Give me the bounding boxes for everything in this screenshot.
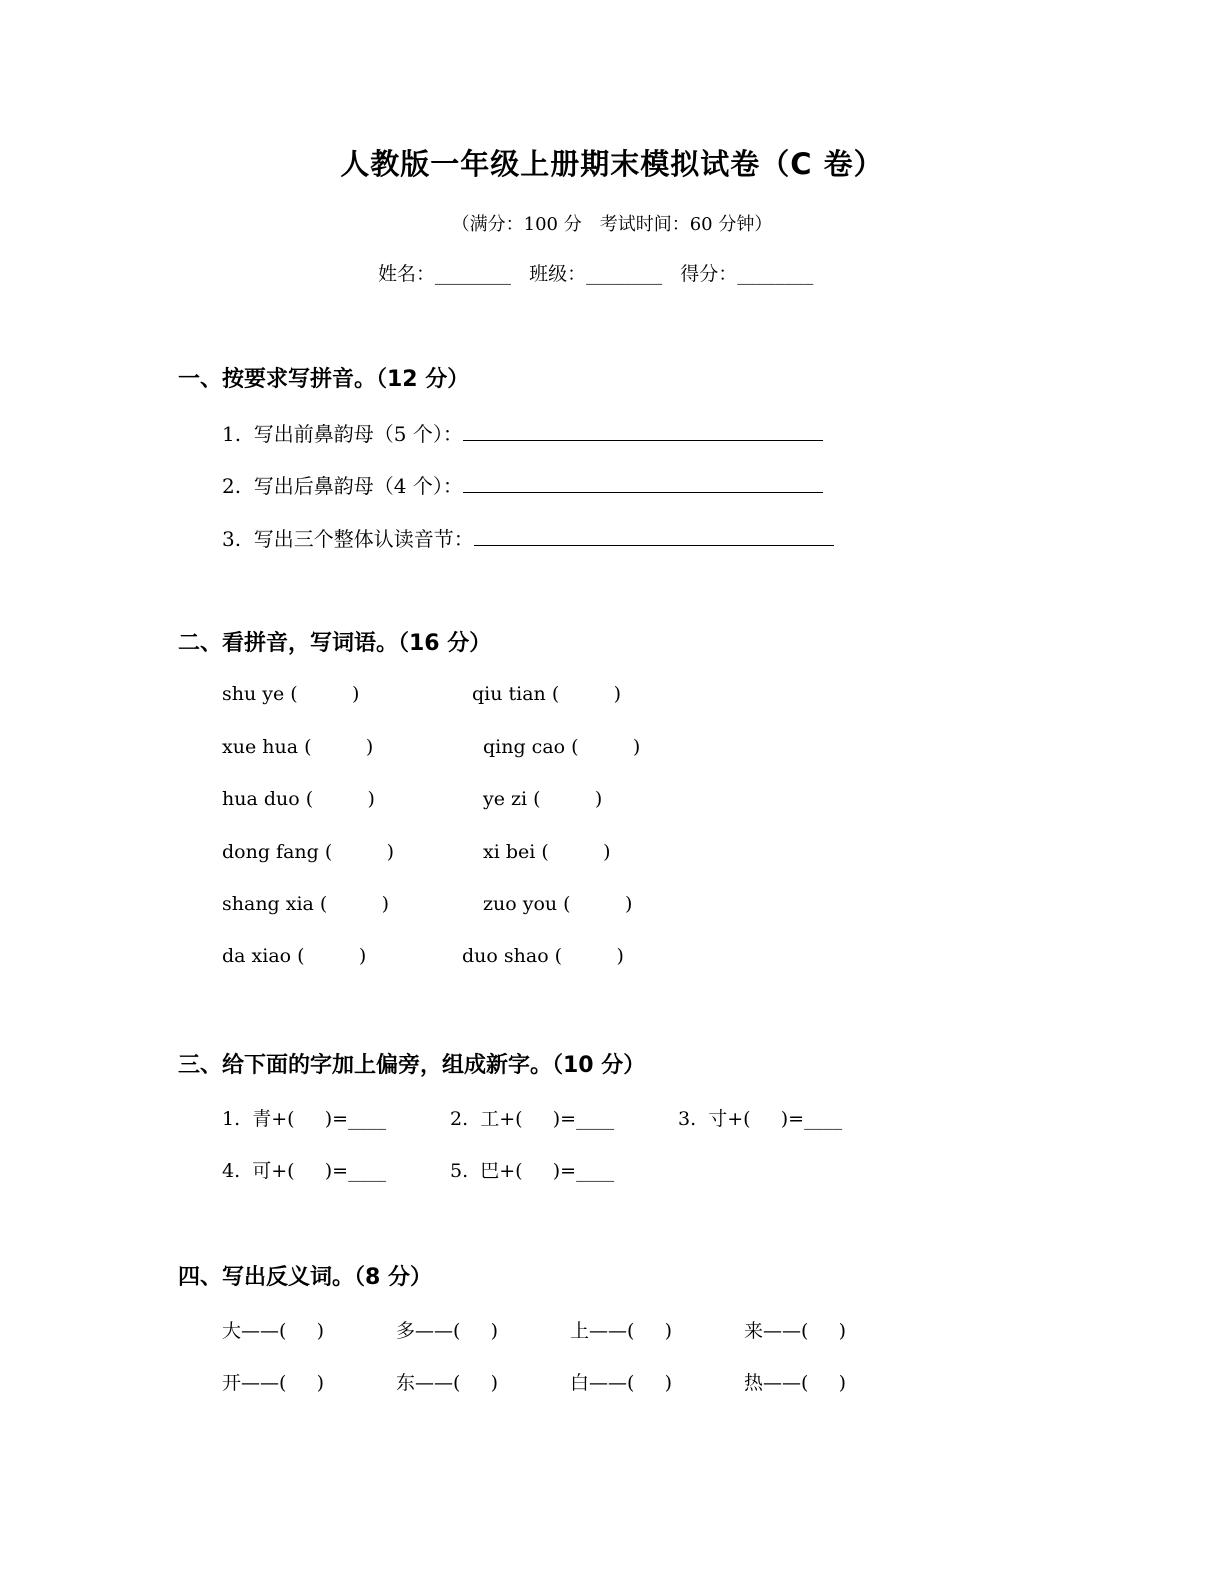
s1-question-2 bbox=[222, 470, 823, 499]
radical-item[interactable]: 4. 可+( )=____ bbox=[222, 1160, 387, 1182]
class-field[interactable]: 班级：________ bbox=[529, 263, 663, 285]
answer-blank[interactable] bbox=[463, 472, 823, 493]
section-3-heading: 三、给下面的字加上偏旁，组成新字。（10 分） bbox=[178, 1053, 646, 1078]
pinyin-item[interactable]: xue hua ( ) bbox=[222, 736, 374, 758]
section-2-heading: 二、看拼音，写词语。（16 分） bbox=[178, 631, 492, 656]
pinyin-item[interactable]: xi bei ( ) bbox=[483, 841, 611, 863]
answer-blank[interactable] bbox=[474, 525, 834, 546]
s1-question-2-text: 2. 写出后鼻韵母（4 个）： bbox=[222, 474, 463, 498]
answer-blank[interactable] bbox=[463, 420, 823, 441]
section-1-heading: 一、按要求写拼音。（12 分） bbox=[178, 367, 470, 392]
pinyin-item[interactable]: qiu tian ( ) bbox=[472, 683, 622, 705]
pinyin-item[interactable]: ye zi ( ) bbox=[483, 788, 603, 810]
pinyin-item[interactable]: hua duo ( ) bbox=[222, 788, 375, 810]
pinyin-item[interactable]: qing cao ( ) bbox=[483, 736, 641, 758]
antonym-item[interactable]: 东——( ) bbox=[396, 1372, 499, 1394]
page-title: 人教版一年级上册期末模拟试卷（C 卷） bbox=[340, 147, 884, 181]
name-field[interactable]: 姓名：________ bbox=[378, 263, 512, 285]
antonym-item[interactable]: 白——( ) bbox=[570, 1372, 673, 1394]
s1-question-3-text: 3. 写出三个整体认读音节： bbox=[222, 527, 474, 551]
radical-item[interactable]: 5. 巴+( )=____ bbox=[450, 1160, 615, 1182]
pinyin-item[interactable]: shang xia ( ) bbox=[222, 893, 390, 915]
pinyin-item[interactable]: da xiao ( ) bbox=[222, 945, 367, 967]
antonym-item[interactable]: 大——( ) bbox=[222, 1320, 325, 1342]
radical-item[interactable]: 2. 工+( )=____ bbox=[450, 1108, 615, 1130]
s1-question-1 bbox=[222, 418, 823, 447]
s1-question-3 bbox=[222, 523, 834, 552]
antonym-item[interactable]: 来——( ) bbox=[744, 1320, 847, 1342]
antonym-item[interactable]: 多——( ) bbox=[396, 1320, 499, 1342]
antonym-item[interactable]: 上——( ) bbox=[570, 1320, 673, 1342]
radical-item[interactable]: 1. 青+( )=____ bbox=[222, 1108, 387, 1130]
section-4-heading: 四、写出反义词。（8 分） bbox=[178, 1265, 432, 1290]
pinyin-item[interactable]: dong fang ( ) bbox=[222, 841, 395, 863]
pinyin-item[interactable]: zuo you ( ) bbox=[483, 893, 633, 915]
score-field[interactable]: 得分：________ bbox=[680, 263, 814, 285]
antonym-item[interactable]: 开——( ) bbox=[222, 1372, 325, 1394]
radical-item[interactable]: 3. 寸+( )=____ bbox=[678, 1108, 843, 1130]
pinyin-item[interactable]: shu ye ( ) bbox=[222, 683, 360, 705]
student-info-line bbox=[378, 259, 813, 286]
antonym-item[interactable]: 热——( ) bbox=[744, 1372, 847, 1394]
s1-question-1-text: 1. 写出前鼻韵母（5 个）： bbox=[222, 422, 463, 446]
exam-subtitle: （满分：100 分 考试时间：60 分钟） bbox=[451, 214, 773, 235]
pinyin-item[interactable]: duo shao ( ) bbox=[462, 945, 624, 967]
